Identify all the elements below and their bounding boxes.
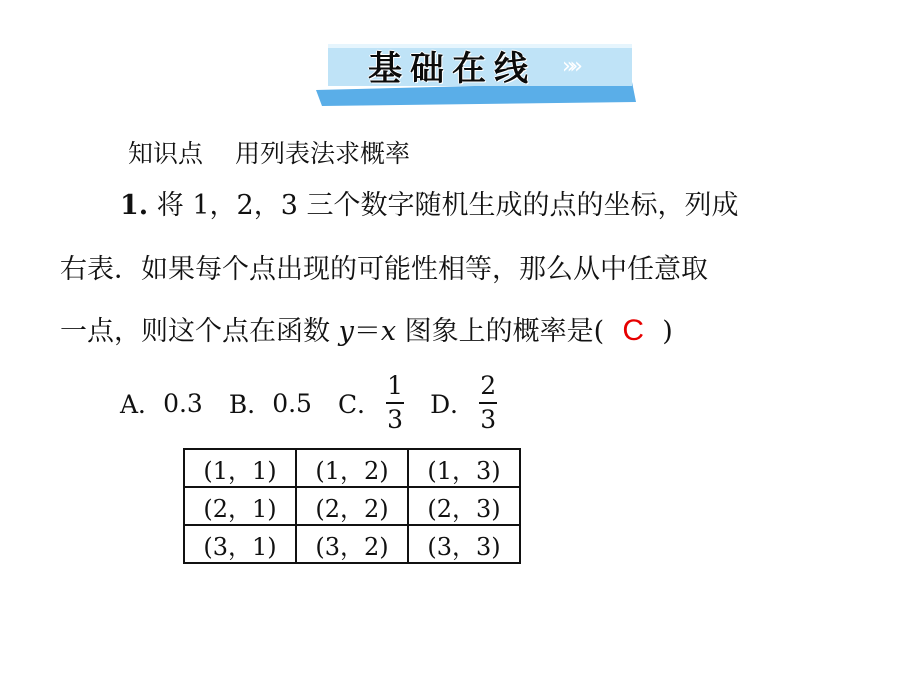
table-cell: (2，1) [184,487,296,525]
option-a-label: A． [120,390,164,419]
table-cell: (3，3) [408,525,520,563]
knowledge-point-line [128,134,410,170]
option-c-fraction [386,372,404,434]
coordinate-table [183,448,521,564]
table-cell: (1，2) [296,449,408,487]
table-cell: (3，1) [184,525,296,563]
option-c [338,372,404,434]
table-cell: (1，3) [408,449,520,487]
question-line-2 [60,247,708,286]
fraction-denominator: 3 [480,405,497,434]
option-d-fraction [479,372,497,434]
question-line-1 [120,183,738,222]
knowledge-point-label: 知识点 [128,139,204,168]
table-row [184,525,520,563]
option-d-label: D． [430,390,476,419]
table-cell: (2，2) [296,487,408,525]
question-text-3b: 图象上的概率是( [396,316,605,347]
option-d [430,372,497,434]
answer-choice: C [622,314,645,347]
question-text-2: 右表．如果每个点出现的可能性相等，那么从中任意取 [60,254,708,285]
fraction-numerator: 2 [480,371,497,400]
option-b-label: B． [228,390,273,419]
table-cell: (1，1) [184,449,296,487]
option-b [229,385,312,421]
fraction-denominator: 3 [387,405,404,434]
question-number: 1. [120,190,149,221]
question-text-1: 将 1，2，3 三个数字随机生成的点的坐标，列成 [156,190,739,221]
question-line-3 [60,309,673,348]
section-banner [316,40,636,106]
table-cell: (2，3) [408,487,520,525]
fraction-bar [479,402,497,404]
option-b-value: 0.5 [272,388,312,418]
table-row [184,449,520,487]
option-c-label: C． [337,390,383,419]
close-paren: ) [662,316,673,347]
answer-options [120,368,523,438]
fraction-numerator: 1 [387,371,404,400]
fraction-bar [386,402,404,404]
banner-title: 基础在线 [368,49,536,89]
chevron-right-icon: »» [562,54,577,79]
table-row [184,487,520,525]
option-a-value: 0.3 [163,388,203,418]
option-a [120,385,203,421]
variable-x: x [380,316,397,347]
equals-sign: ＝ [353,316,381,347]
table-cell: (3，2) [296,525,408,563]
variable-y: y [338,316,354,347]
knowledge-point-topic: 用列表法求概率 [235,139,411,168]
question-text-3a: 一点，则这个点在函数 [60,316,339,347]
